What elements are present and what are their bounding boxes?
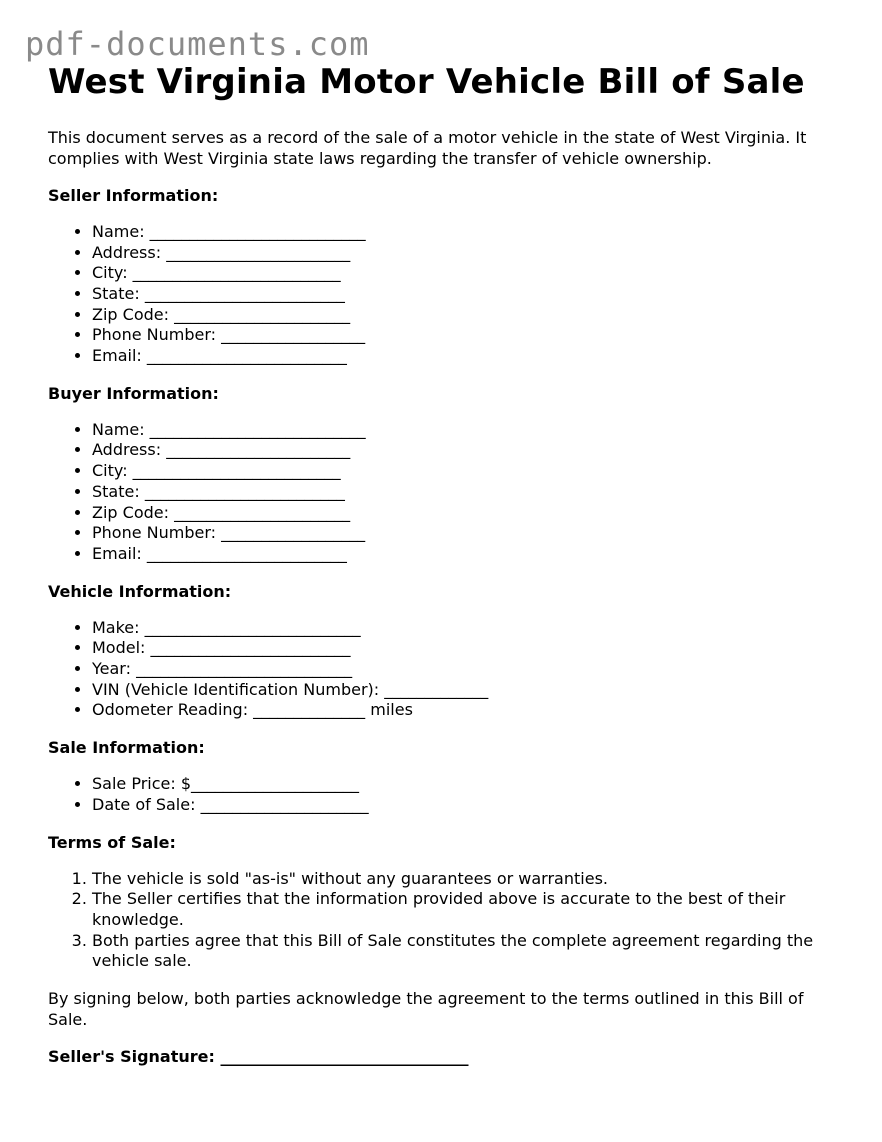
buyer-phone-field: • Phone Number: __________________: [92, 523, 838, 544]
seller-fields-list: [48, 222, 838, 367]
vehicle-fields-list: [48, 618, 838, 722]
vehicle-model-field: • Model: _________________________: [92, 638, 838, 659]
buyer-zip-field: • Zip Code: ______________________: [92, 503, 838, 524]
buyer-name-field: • Name: ___________________________: [92, 420, 838, 441]
sale-date-field: • Date of Sale: _____________________: [92, 795, 838, 816]
seller-email-field: • Email: _________________________: [92, 346, 838, 367]
seller-phone-field: • Phone Number: __________________: [92, 325, 838, 346]
terms-item: 3. Both parties agree that this Bill of Sale constitutes the complete agreement regarding the vehicle sale.: [92, 931, 838, 972]
seller-city-field: • City: __________________________: [92, 263, 838, 284]
document-title: West Virginia Motor Vehicle Bill of Sale: [48, 62, 805, 102]
acknowledgement-paragraph: By signing below, both parties acknowledge the agreement to the terms outlined in this Bill of Sale.: [48, 989, 804, 1030]
sale-fields-list: [48, 774, 838, 815]
buyer-heading: Buyer Information:: [48, 383, 219, 403]
seller-state-field: • State: _________________________: [92, 284, 838, 305]
watermark: pdf-documents.com: [25, 25, 370, 63]
vehicle-heading: Vehicle Information:: [48, 581, 232, 601]
terms-item: 2. The Seller certifies that the information provided above is accurate to the best of their knowledge.: [92, 889, 838, 930]
seller-heading: Seller Information:: [48, 185, 219, 205]
vehicle-make-field: • Make: ___________________________: [92, 618, 838, 639]
seller-signature-line: Seller's Signature: _______________________________: [48, 1047, 469, 1067]
vehicle-odometer-field: • Odometer Reading: ______________ miles: [92, 700, 838, 721]
intro-paragraph: This document serves as a record of the sale of a motor vehicle in the state of West Virginia. It complies with West Virginia state laws regarding the transfer of vehicle ownership.: [48, 127, 807, 168]
vehicle-vin-field: • VIN (Vehicle Identification Number): _____________: [92, 680, 838, 701]
terms-list: [48, 869, 838, 973]
sale-heading: Sale Information:: [48, 738, 205, 758]
terms-item: 1. The vehicle is sold "as-is" without any guarantees or warranties.: [92, 869, 838, 890]
document-page: [48, 62, 838, 1067]
vehicle-year-field: • Year: ___________________________: [92, 659, 838, 680]
buyer-city-field: • City: __________________________: [92, 461, 838, 482]
buyer-email-field: • Email: _________________________: [92, 544, 838, 565]
buyer-fields-list: [48, 420, 838, 565]
seller-name-field: • Name: ___________________________: [92, 222, 838, 243]
sale-price-field: • Sale Price: $_____________________: [92, 774, 838, 795]
seller-zip-field: • Zip Code: ______________________: [92, 305, 838, 326]
seller-address-field: • Address: _______________________: [92, 243, 838, 264]
buyer-state-field: • State: _________________________: [92, 482, 838, 503]
buyer-address-field: • Address: _______________________: [92, 440, 838, 461]
terms-heading: Terms of Sale:: [48, 832, 176, 852]
